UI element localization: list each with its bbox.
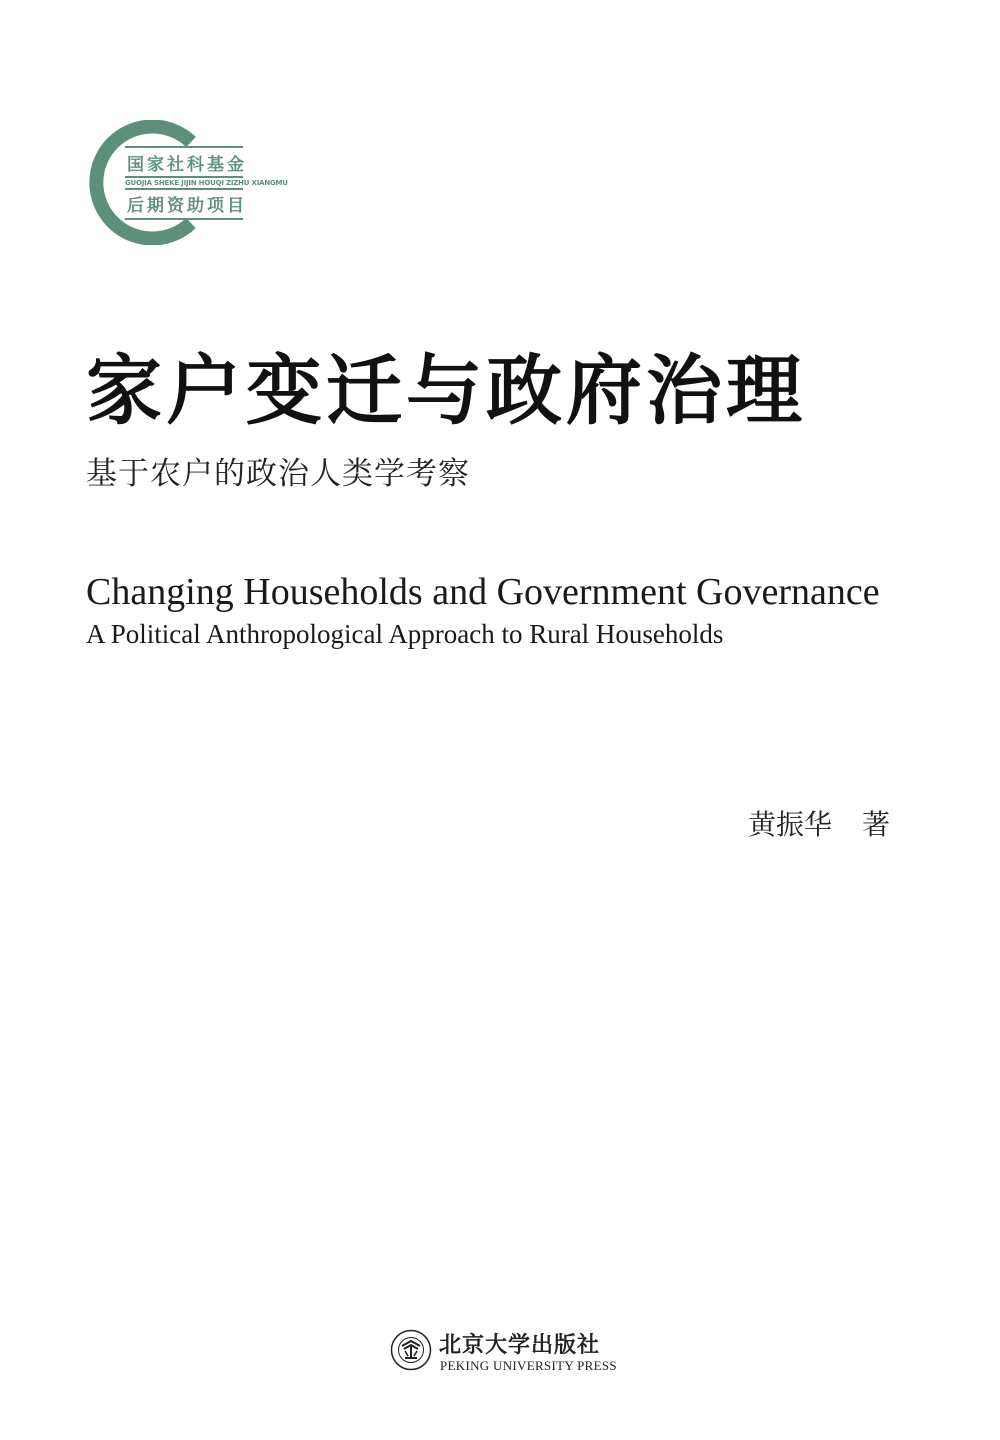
fund-name-cn: 国家社科基金 bbox=[127, 155, 247, 175]
author-line bbox=[748, 803, 890, 843]
fund-divider bbox=[125, 146, 243, 148]
fund-name-pinyin: GUOJIA SHEKE JIJIN HOUQI ZIZHU XIANGMU bbox=[125, 179, 288, 187]
publisher-name-en: PEKING UNIVERSITY PRESS bbox=[440, 1358, 617, 1373]
book-title-en: Changing Households and Government Governance bbox=[86, 571, 880, 613]
book-subtitle-en: A Political Anthropological Approach to Rural Households bbox=[86, 619, 724, 649]
fund-program-cn: 后期资助项目 bbox=[127, 196, 247, 216]
fund-divider bbox=[125, 188, 243, 190]
author-role: 著 bbox=[861, 808, 890, 841]
publisher-name-cn: 北京大学出版社 bbox=[439, 1332, 601, 1358]
book-title-cn: 家户变迁与政府治理 bbox=[86, 346, 806, 435]
fund-divider bbox=[125, 176, 243, 178]
publisher-logo bbox=[390, 1327, 630, 1377]
author-name: 黄振华 bbox=[747, 808, 832, 841]
book-subtitle-cn: 基于农户的政治人类学考察 bbox=[86, 456, 470, 492]
fund-logo bbox=[85, 120, 288, 245]
fund-text-block bbox=[125, 146, 288, 220]
pku-seal-icon bbox=[390, 1329, 432, 1371]
fund-divider bbox=[125, 218, 243, 220]
